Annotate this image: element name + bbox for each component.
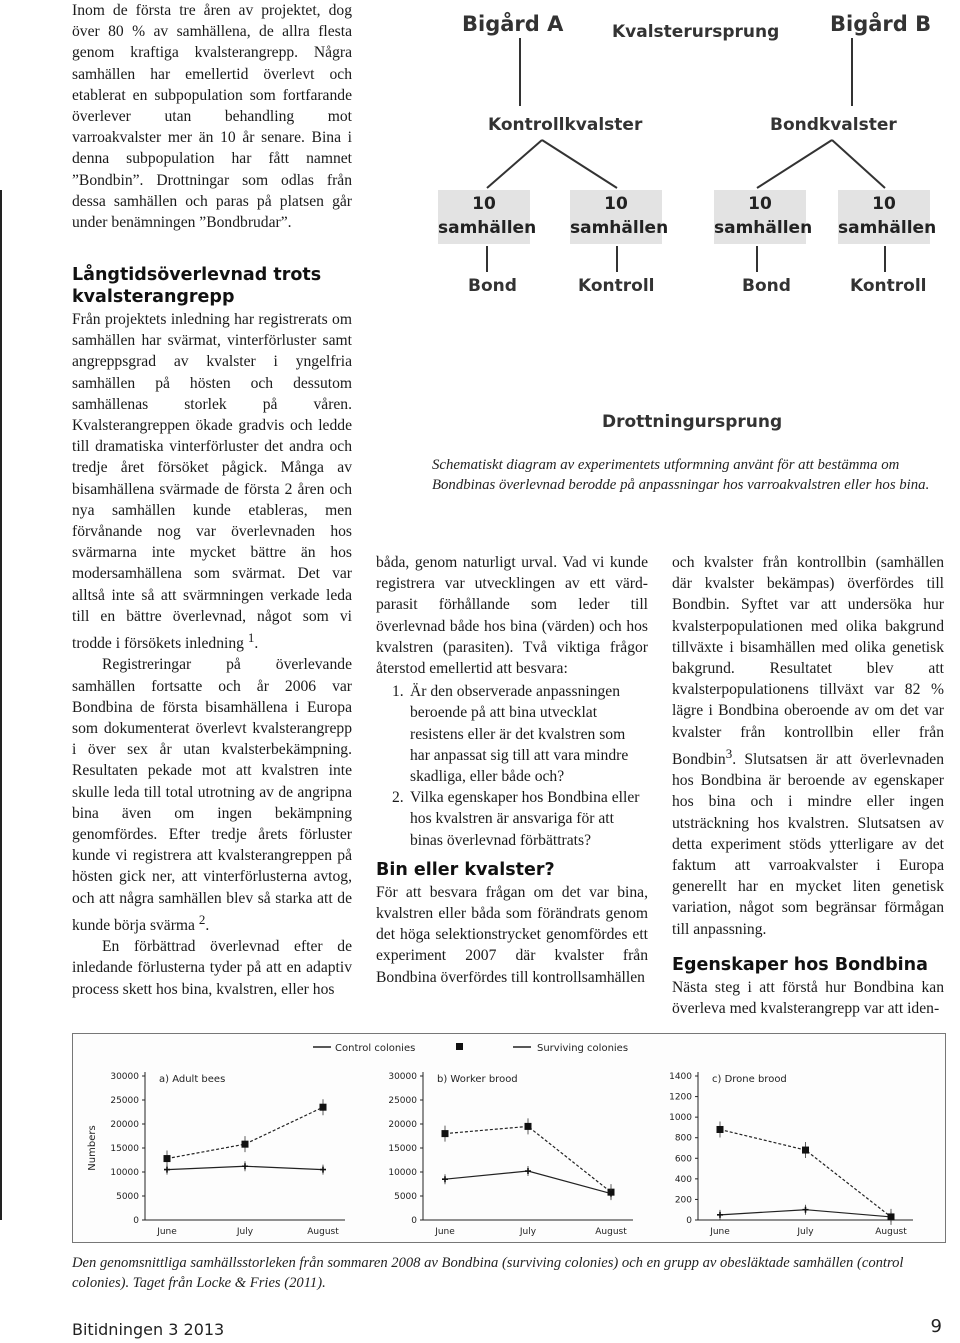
y-tick-label: 10000: [388, 1168, 417, 1178]
diagram-caption: Schematiskt diagram av experimentets utformning använt för att bestämma om Bondbinas överlevnad berodde på anpassningar hos varroakvalstren eller hos bina.: [432, 457, 930, 493]
legend-surviving: Surviving colonies: [537, 1043, 629, 1054]
chart-caption: Den genomsnittliga samhällsstorleken från sommaren 2008 av Bondbina (surviving colonies) och en grupp av obesläktade samhällen (control colonies). Taget från Locke & Fries (2011).: [72, 1255, 904, 1291]
y-tick-label: 20000: [110, 1120, 139, 1130]
control-data-point: [717, 1126, 724, 1133]
control-data-point: [525, 1123, 532, 1130]
y-tick-label: 5000: [394, 1192, 417, 1202]
legend-control-marker: [456, 1043, 463, 1050]
section-heading-survival: Långtidsöverlevnad trots kvalsterangrepp: [72, 265, 322, 307]
surviving-data-point: [803, 1207, 809, 1213]
surviving-data-point: [525, 1168, 531, 1174]
surviving-data-point: [164, 1167, 170, 1173]
control-mites-label: Kontrollkvalster: [488, 115, 643, 135]
paragraph: och kvalster från kontrollbin (samhällen där kvalster bekämpas) överfördes till Bondbin. Syftet var att undersöka hur kvalsterpopulationen med olika bakgrund tillväxte i bisamhällen med olika genetisk bakgrund. Resultatet blev att kvalsterpopulationens tillväxt var 82 % lägre i Bondbina oberoende av om det var kvalster från kontrollbin eller från Bondbin$^3$. Slutsatsen är att överlevnaden hos Bondbina är beroende av egenskaper hos bina och i mindre eller ingen utsträckning hos kvalstren. Slutsatsen av detta experiment stöds ytterligare av det faktum att varroakvalster i Europa generellt har en mycket liten genetisk variation, något som begränsar förmågan till anpassning.: [672, 554, 944, 938]
paragraph: För att besvara frågan om det var bina, kvalstren eller båda som förändrats genom det höga selektionstrycket genomfördes ett experiment 2007 där kvalster från Bondbina överfördes till kontrollsamhällen: [376, 883, 648, 986]
control-data-point: [164, 1155, 171, 1162]
colony-group-box: 10 samhällen: [838, 190, 930, 244]
x-tick-label: August: [875, 1227, 907, 1237]
y-tick-label: 200: [674, 1195, 692, 1206]
queen-label: Bond: [742, 276, 791, 296]
y-tick-label: 30000: [388, 1072, 417, 1082]
question-list: [376, 681, 648, 851]
y-tick-label: 600: [674, 1154, 692, 1165]
y-tick-label: 10000: [110, 1168, 139, 1178]
bond-mites-label: Bondkvalster: [770, 115, 897, 135]
section-heading-bees-or-mites: Bin eller kvalster?: [376, 859, 555, 880]
control-data-point: [242, 1141, 249, 1148]
y-tick-label: 0: [686, 1216, 692, 1226]
queen-label: Bond: [468, 276, 517, 296]
y-tick-label: 25000: [388, 1096, 417, 1106]
paragraph: Registreringar på överlevande samhällen fortsatte och år 2006 var Bondbina de första bisamhällena i Europa som dokumenterat överlevt kvalsterangrepp i över sex år utan kvalsterbekämpning. Resultaten pekade mot att kvalstren inte skulle leda till total utrotning av de angripna bina även om ingen bekämpning genomfördes. Efter tredje årets förluster kunde vi registrera att kvalsterangreppen på hösten gick ner, att vinterförlusterna avtog, och att några samhällen blev så starka att de kunde börja svärma $^2$.: [72, 656, 352, 935]
apiary-b-label: Bigård B: [830, 12, 932, 36]
left-column: [72, 264, 352, 1000]
surviving-data-point: [320, 1167, 326, 1173]
x-tick-label: June: [435, 1227, 455, 1237]
y-tick-label: 25000: [110, 1096, 139, 1106]
y-tick-label: 1400: [669, 1072, 692, 1082]
publication-footer: Bitidningen 3 2013: [72, 1320, 225, 1339]
colony-group-box: 10 samhällen: [438, 190, 530, 244]
y-tick-label: 20000: [388, 1120, 417, 1130]
y-tick-label: 400: [674, 1174, 692, 1185]
surviving-data-point: [242, 1163, 248, 1169]
middle-column: [376, 552, 648, 988]
surviving-data-point: [717, 1212, 723, 1218]
margin-rule: [0, 190, 2, 1220]
y-axis-label: Numbers: [87, 1125, 98, 1171]
list-item: 1. Är den observerade anpassningen beroende på att bina utvecklat resistens eller är det kvalstren som har anpassat sig till att vara mindre skadliga, eller både och?: [392, 683, 629, 786]
section-heading-bondbina: Egenskaper hos Bondbina: [672, 954, 928, 975]
control-data-point: [442, 1130, 449, 1137]
right-column: [672, 552, 944, 1019]
x-tick-label: July: [236, 1227, 254, 1237]
x-tick-label: August: [595, 1227, 627, 1237]
colony-group-box: 10 samhällen: [714, 190, 806, 244]
reference-mark: 3: [725, 745, 733, 761]
x-tick-label: June: [157, 1227, 177, 1237]
paragraph: Nästa steg i att förstå hur Bondbina kan överleva med kvalsterangrepp var att iden-: [672, 978, 944, 1018]
apiary-a-label: Bigård A: [462, 12, 564, 36]
control-data-point: [802, 1147, 809, 1154]
panel-title: a) Adult bees: [159, 1074, 226, 1085]
y-tick-label: 0: [133, 1216, 139, 1226]
surviving-data-point: [442, 1176, 448, 1182]
legend-control: Control colonies: [335, 1043, 416, 1054]
y-tick-label: 5000: [116, 1192, 139, 1202]
reference-mark: 1: [247, 630, 255, 646]
x-tick-label: August: [307, 1227, 339, 1237]
mite-origin-label: Kvalsterursprung: [612, 22, 780, 42]
x-tick-label: June: [710, 1227, 730, 1237]
intro-column: [72, 0, 352, 233]
reference-mark: 2: [198, 911, 206, 927]
paragraph: En förbättrad överlevnad efter de inledande förlusterna tyder på att en adaptiv process skett hos bina, kvalstren, eller hos: [72, 938, 352, 998]
x-tick-label: July: [797, 1227, 814, 1237]
list-item: 2. Vilka egenskaper hos Bondbina eller hos kvalstren är ansvariga för att binas överlevnad förbättrats?: [392, 789, 640, 849]
experiment-diagram: [432, 0, 952, 445]
charts-svg: [73, 1034, 945, 1242]
colony-size-charts: [72, 1033, 946, 1243]
queen-label: Kontroll: [850, 276, 927, 296]
y-tick-label: 30000: [110, 1072, 139, 1082]
y-tick-label: 1000: [669, 1113, 692, 1124]
y-tick-label: 800: [674, 1133, 692, 1144]
legend: [313, 1043, 628, 1054]
y-tick-label: 0: [411, 1216, 417, 1226]
control-series-line: [445, 1126, 611, 1192]
y-tick-label: 1200: [669, 1092, 692, 1103]
queen-origin-label: Drottningursprung: [602, 412, 783, 432]
panel-title: b) Worker brood: [437, 1074, 518, 1085]
control-data-point: [320, 1104, 327, 1111]
page-number: 9: [930, 1316, 942, 1337]
y-tick-label: 15000: [110, 1144, 139, 1154]
paragraph: båda, genom naturligt urval. Vad vi kunde registrera var utvecklingen av ett värd-parasit förhållande som leder till överlevnad både hos bina (värden) och hos kvalstren (parasiten). Två viktiga frågor återstod emellertid att besvara:: [376, 554, 648, 678]
paragraph: Från projektets inledning har registrerats om samhällen har svärmat, vinterförluster samt angreppsgrad av kvalster i yngelfria samhällen på hösten och dessutom samhällenas storlek på våren. Kvalsterangreppen ökade gradvis och ledde till dramatiska vinterförluster det andra och tredje året försöket pågick. Många av bisamhällena svärmade de första 2 åren och nya samhällen kunde etableras, men förvånande nog var överlevnaden hos svärmarna inte mycket bättre än hos modersamhällena som svärmat. Det var alltså inte så att svärmningen verkade leda till en bättre överlevnad, något som vi trodde i försökets inledning $^1$.: [72, 311, 352, 653]
intro-paragraph: Inom de första tre åren av projektet, dog över 80 % av samhällena, de allra flesta genom kraftiga kvalsterangrepp. Några samhällen har emellertid överlevt och etablerat en subpopulation som fortfarande överlever utan behandling mot varroakvalster mer än 10 år senare. Bina i denna subpopulation har fått namnet ”Bondbin”. Drottningar som odlas från dessa samhällen och paras på platsen går under benämningen ”Bondbrudar”.: [72, 2, 352, 232]
queen-label: Kontroll: [578, 276, 655, 296]
colony-group-box: 10 samhällen: [570, 190, 662, 244]
y-tick-label: 15000: [388, 1144, 417, 1154]
panel-title: c) Drone brood: [712, 1074, 787, 1085]
x-tick-label: July: [519, 1227, 537, 1237]
